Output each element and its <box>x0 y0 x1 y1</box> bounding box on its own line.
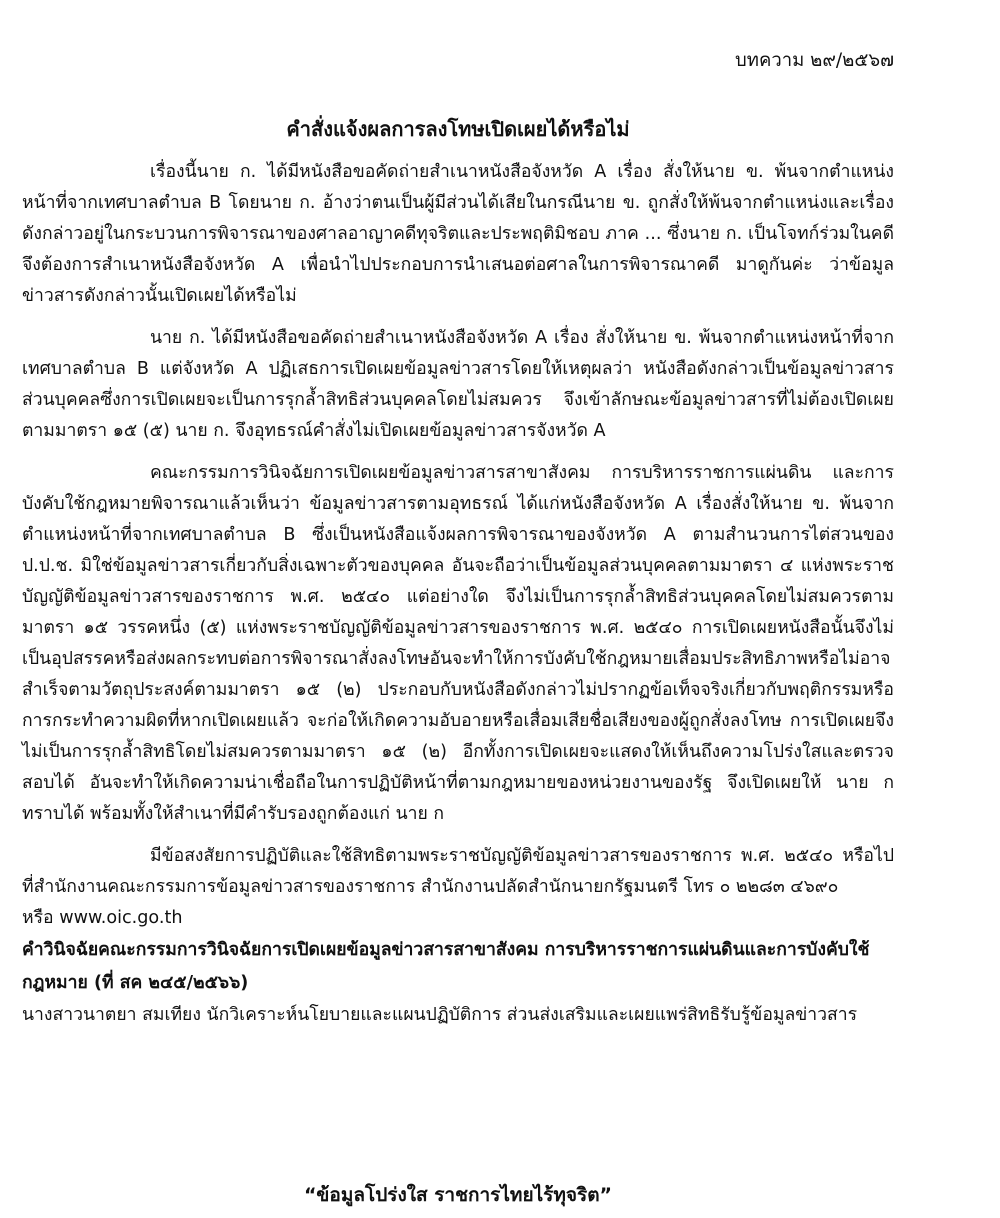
document-page <box>22 0 894 1218</box>
article-body <box>22 157 894 1031</box>
motto: “ข้อมูลโปร่งใส ราชการไทยไร้ทุจริต” <box>303 1184 613 1206</box>
decision-reference: คำวินิจฉัยคณะกรรมการวินิจฉัยการเปิดเผยข้อมูลข่าวสารสาขาสังคม การบริหารราชการแผ่นดินและการบังคับใช้กฎหมาย (ที่ สค ๒๔๕/๒๕๖๖) <box>22 940 870 993</box>
paragraph-refusal: นาย ก. ได้มีหนังสือขอคัดถ่ายสำเนาหนังสือจังหวัด A เรื่อง สั่งให้นาย ข. พ้นจากตำแหน่งหน้าที่จากเทศบาลตำบล B แต่จังหวัด A ปฏิเสธการเปิดเผยข้อมูลข่าวสารโดยให้เหตุผลว่า หนังสือดังกล่าวเป็นข้อมูลข่าวสารส่วนบุคคลซึ่งการเปิดเผยจะเป็นการรุกล้ำสิทธิส่วนบุคคลโดยไม่สมควร จึงเข้าลักษณะข้อมูลข่าวสารที่ไม่ต้องเปิดเผย ตามมาตรา ๑๕ (๕) นาย ก. จึงอุทธรณ์คำสั่งไม่เปิดเผยข้อมูลข่าวสารจังหวัด A <box>22 328 894 441</box>
author-line: นางสาวนาตยา สมเทียง นักวิเคราะห์นโยบายและแผนปฏิบัติการ ส่วนส่งเสริมและเผยแพร่สิทธิรับรู้ข้อมูลข่าวสาร <box>22 1005 858 1025</box>
paragraph-contact: มีข้อสงสัยการปฏิบัติและใช้สิทธิตามพระราชบัญญัติข้อมูลข่าวสารของราชการ พ.ศ. ๒๕๔๐ หรือไปที่สำนักงานคณะกรรมการข้อมูลข่าวสารของราชการ สำนักงานปลัดสำนักนายกรัฐมนตรี โทร ๐ ๒๒๘๓ ๔๖๙๐ <box>22 846 894 897</box>
paragraph-committee-decision: คณะกรรมการวินิจฉัยการเปิดเผยข้อมูลข่าวสารสาขาสังคม การบริหารราชการแผ่นดิน และการบังคับใช้กฎหมายพิจารณาแล้วเห็นว่า ข้อมูลข่าวสารตามอุทธรณ์ ได้แก่หนังสือจังหวัด A เรื่องสั่งให้นาย ข. พ้นจากตำแหน่งหน้าที่จากเทศบาลตำบล B ซึ่งเป็นหนังสือแจ้งผลการพิจารณาของจังหวัด A ตามสำนวนการไต่สวนของ ป.ป.ช. มิใช่ข้อมูลข่าวสารเกี่ยวกับสิ่งเฉพาะตัวของบุคคล อันจะถือว่าเป็นข้อมูลส่วนบุคคลตามมาตรา ๔ แห่งพระราชบัญญัติข้อมูลข่าวสารของราชการ พ.ศ. ๒๕๔๐ แต่อย่างใด จึงไม่เป็นการรุกล้ำสิทธิส่วนบุคคลโดยไม่สมควรตามมาตรา ๑๕ วรรคหนึ่ง (๕) แห่งพระราชบัญญัติข้อมูลข่าวสารของราชการ พ.ศ. ๒๕๔๐ การเปิดเผยหนังสือนั้นจึงไม่เป็นอุปสรรคหรือส่งผลกระทบต่อการพิจารณาสั่งลงโทษอันจะทำให้การบังคับใช้กฎหมายเสื่อมประสิทธิภาพหรือไม่อาจสำเร็จตามวัตถุประสงค์ตามมาตรา ๑๕ (๒) ประกอบกับหนังสือดังกล่าวไม่ปรากฏข้อเท็จจริงเกี่ยวกับพฤติกรรมหรือการกระทำความผิดที่หากเปิดเผยแล้ว จะก่อให้เกิดความอับอายหรือเสื่อมเสียชื่อเสียงของผู้ถูกสั่งลงโทษ การเปิดเผยจึงไม่เป็นการรุกล้ำสิทธิโดยไม่สมควรตามมาตรา ๑๕ (๒) อีกทั้งการเปิดเผยจะแสดงให้เห็นถึงความโปร่งใสและตรวจสอบได้ อันจะทำให้เกิดความน่าเชื่อถือในการปฏิบัติหน้าที่ตามกฎหมายของหน่วยงานของรัฐ จึงเปิดเผยให้ นาย ก ทราบได้ พร้อมทั้งให้สำเนาที่มีคำรับรองถูกต้องแก่ นาย ก <box>22 463 894 824</box>
article-reference: บทความ ๒๙/๒๕๖๗ <box>735 50 894 71</box>
website-line: หรือ www.oic.go.th <box>22 908 183 928</box>
paragraph-request: เรื่องนี้นาย ก. ได้มีหนังสือขอคัดถ่ายสำเนาหนังสือจังหวัด A เรื่อง สั่งให้นาย ข. พ้นจากตำแหน่งหน้าที่จากเทศบาลตำบล B โดยนาย ก. อ้างว่าตนเป็นผู้มีส่วนได้เสียในกรณีนาย ข. ถูกสั่งให้พ้นจากตำแหน่งและเรื่องดังกล่าวอยู่ในกระบวนการพิจารณาของศาลอาญาคดีทุจริตและประพฤติมิชอบ ภาค ... ซึ่งนาย ก. เป็นโจทก์ร่วมในคดี จึงต้องการสำเนาหนังสือจังหวัด A เพื่อนำไปประกอบการนำเสนอต่อศาลในการพิจารณาคดี มาดูกันค่ะ ว่าข้อมูลข่าวสารดังกล่าวนั้นเปิดเผยได้หรือไม่ <box>22 162 894 306</box>
page-title: คำสั่งแจ้งผลการลงโทษเปิดเผยได้หรือไม่ <box>286 117 630 141</box>
